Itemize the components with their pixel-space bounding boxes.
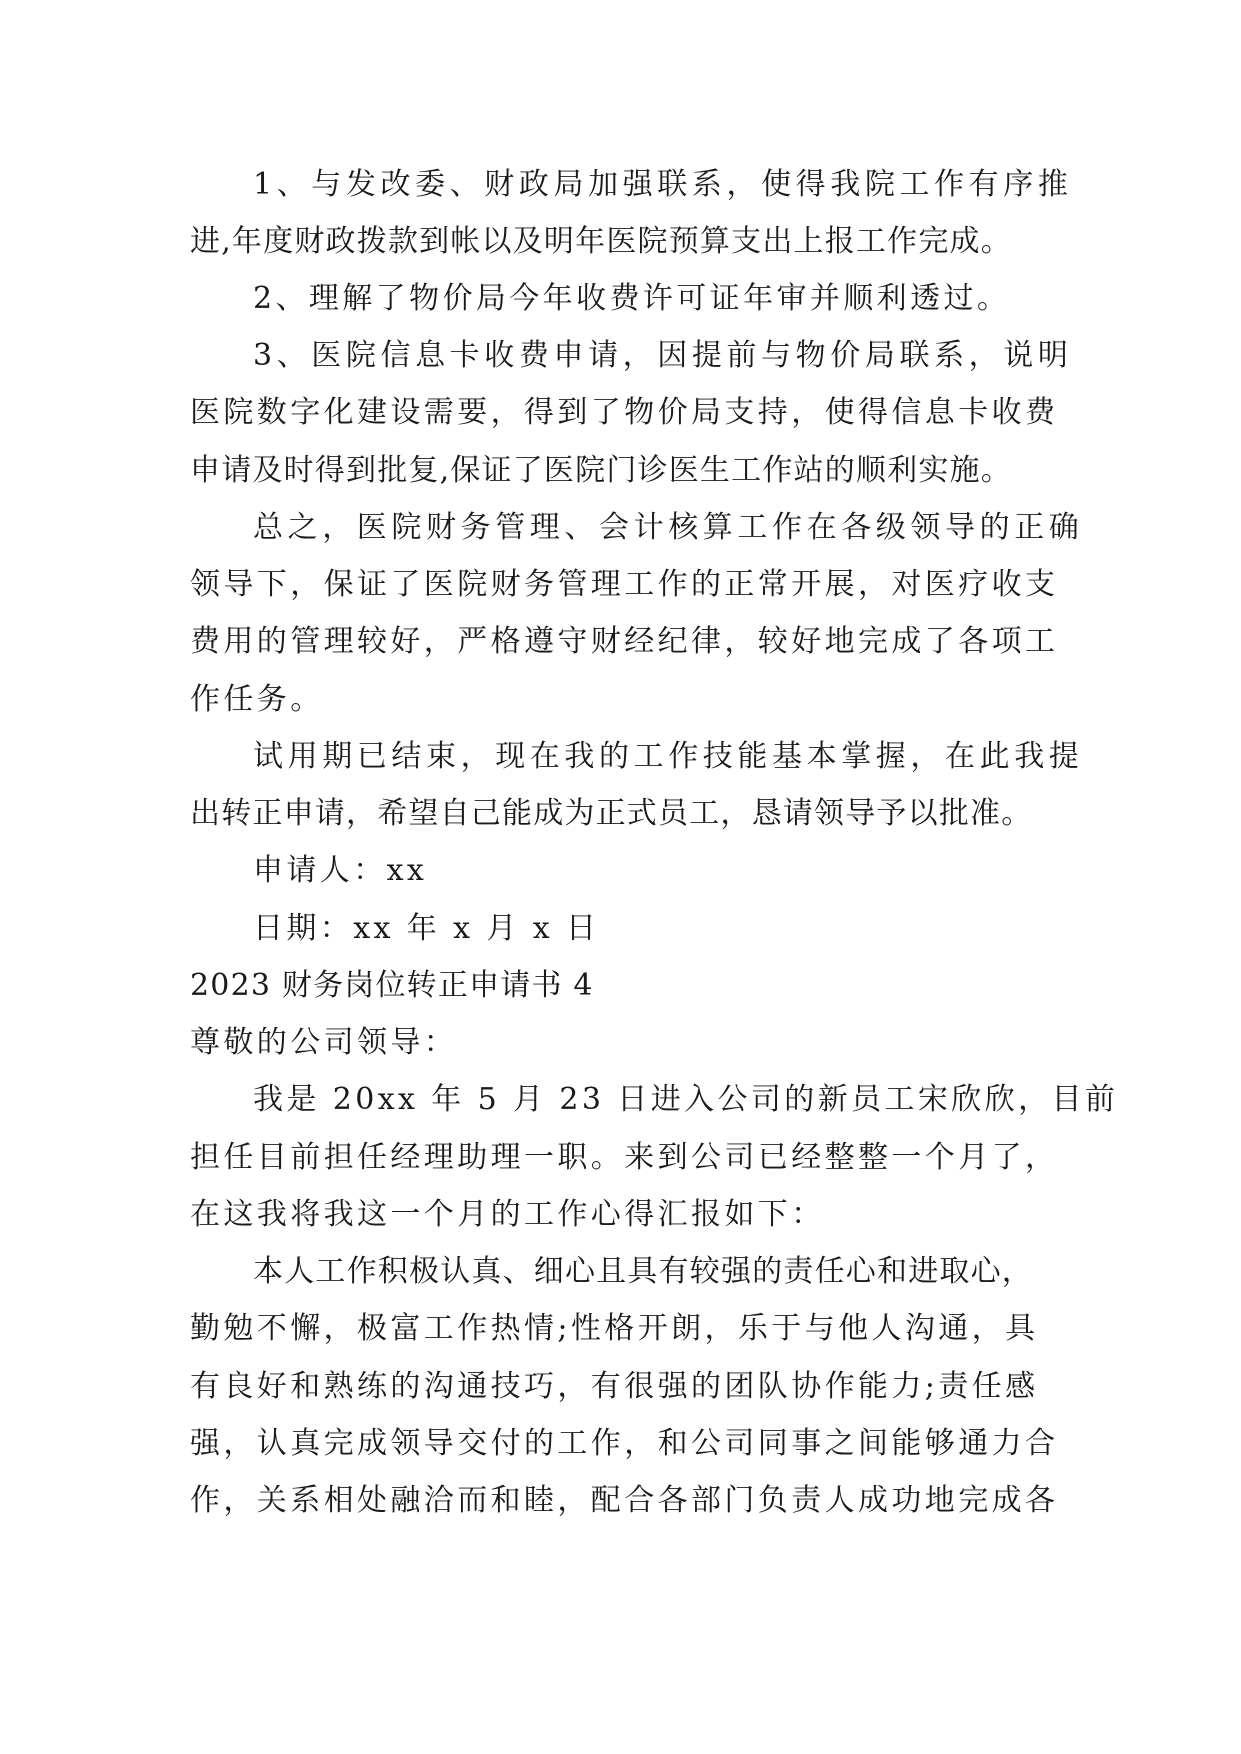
section-title: 2023 财务岗位转正申请书 4 bbox=[190, 968, 594, 1003]
text-line: 我是 20xx 年 5 月 23 日进入公司的新员工宋欣欣，目前 bbox=[253, 1082, 1119, 1117]
text-line: 申请及时得到批复,保证了医院门诊医生工作站的顺利实施。 bbox=[190, 453, 1012, 488]
text-line: 1、与发改委、财政局加强联系，使得我院工作有序推 bbox=[253, 167, 1073, 202]
text-line: 作任务。 bbox=[190, 682, 324, 717]
text-line: 总之，医院财务管理、会计核算工作在各级领导的正确 bbox=[253, 510, 1084, 545]
signature-date: 日期：xx 年 x 月 x 日 bbox=[253, 911, 600, 946]
text-line: 3、医院信息卡收费申请，因提前与物价局联系，说明 bbox=[253, 338, 1073, 373]
salutation: 尊敬的公司领导： bbox=[190, 1025, 458, 1060]
signature-applicant: 申请人：xx bbox=[253, 853, 428, 888]
text-line: 费用的管理较好，严格遵守财经纪律，较好地完成了各项工 bbox=[190, 624, 1059, 659]
text-line: 领导下，保证了医院财务管理工作的正常开展，对医疗收支 bbox=[190, 567, 1059, 602]
text-line: 医院数字化建设需要，得到了物价局支持，使得信息卡收费 bbox=[190, 395, 1059, 430]
text-line: 有良好和熟练的沟通技巧，有很强的团队协作能力;责任感 bbox=[190, 1369, 1039, 1404]
text-line: 勤勉不懈，极富工作热情;性格开朗，乐于与他人沟通，具 bbox=[190, 1311, 1039, 1346]
text-line: 2、理解了物价局今年收费许可证年审并顺利透过。 bbox=[253, 281, 1011, 316]
text-line: 强，认真完成领导交付的工作，和公司同事之间能够通力合 bbox=[190, 1426, 1059, 1461]
text-line: 出转正申请，希望自己能成为正式员工，恳请领导予以批准。 bbox=[190, 796, 1033, 831]
text-line: 担任目前担任经理助理一职。来到公司已经整整一个月了， bbox=[190, 1140, 1059, 1175]
text-line: 在这我将我这一个月的工作心得汇报如下： bbox=[190, 1197, 825, 1232]
text-line: 作，关系相处融洽而和睦，配合各部门负责人成功地完成各 bbox=[190, 1483, 1059, 1518]
text-line: 本人工作积极认真、细心且具有较强的责任心和进取心， bbox=[253, 1254, 1033, 1289]
text-line: 进,年度财政拨款到帐以及明年医院预算支出上报工作完成。 bbox=[190, 224, 1012, 259]
text-line: 试用期已结束，现在我的工作技能基本掌握，在此我提 bbox=[253, 739, 1084, 774]
